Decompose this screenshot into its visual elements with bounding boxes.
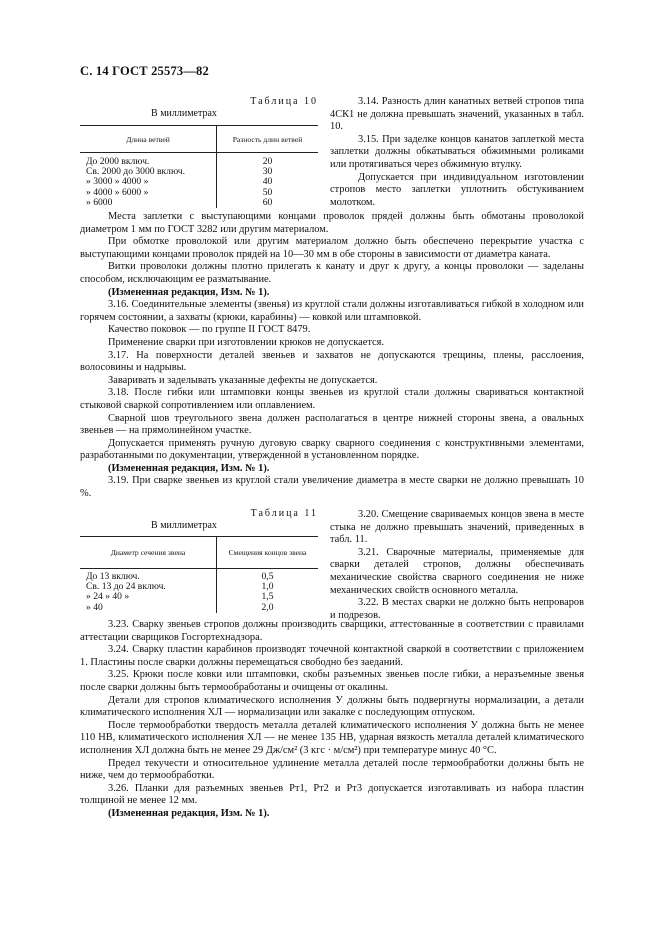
table-cell: » 40 — [86, 601, 103, 613]
table-row — [80, 603, 318, 613]
paragraph-3-17: 3.17. На поверхности деталей звеньев и захватов не допускаются трещины, плены, расслоения, волосовины и надрывы. — [80, 349, 584, 374]
table-cell: » 4000 » 6000 » — [86, 186, 149, 198]
table-cell: 2,0 — [217, 603, 319, 613]
table-cell: 30 — [217, 167, 319, 177]
paragraph: Сварной шов треугольного звена должен располагаться в центре нижней стороны звена, а овальных звеньев — на прямолинейном участке. — [80, 412, 584, 437]
paragraph: Предел текучести и относительное удлинение металла деталей после термообработки должны быть не ниже, чем до термообработки. — [80, 757, 584, 782]
table-cell: 0,5 — [217, 569, 319, 583]
table-11-block — [80, 508, 318, 613]
table-10-col-header-length: Длина ветвей — [80, 126, 217, 153]
middle-text — [80, 211, 584, 501]
table-cell: 1,5 — [217, 592, 319, 602]
table-11-col-header-offset: Смещения концов звена — [217, 537, 319, 569]
amendment-note: (Измененная редакция, Изм. № 1). — [108, 286, 270, 298]
table-cell: Св. 13 до 24 включ. — [86, 581, 166, 593]
paragraph-3-25: 3.25. Крюки после ковки или штамповки, скобы разъемных звеньев после гибки, а неразъемные звенья после сварки должны быть термообработаны и очищены от окалины. — [80, 669, 584, 693]
paragraph: Места заплетки с выступающими концами проволок прядей должны быть обмотаны проволокой диаметром 1 мм по ГОСТ 3282 или другим материалом. — [80, 211, 584, 235]
table-11-unit: В миллиметрах — [151, 520, 217, 531]
paragraph: Детали для стропов климатического исполнения У должны быть подвергнуты нормализации, а детали климатического исполнения ХЛ — нормализации или закалке с последующим отпуском. — [80, 694, 584, 719]
table-cell: 1,0 — [217, 582, 319, 592]
table-cell: » 3000 » 4000 » — [86, 176, 149, 188]
paragraph-3-26: 3.26. Планки для разъемных звеньев Рт1, Рт2 и Рт3 допускается изготавливать из набора пластин толщиной не менее 12 мм. — [80, 782, 584, 807]
paragraph-3-15: 3.15. При заделке концов канатов заплеткой места заплетки должны обкатываться обжимными роликами или протягиваться через обжимную втулку. — [330, 133, 584, 170]
table-10-block — [80, 96, 318, 208]
paragraph-3-21: 3.21. Сварочные материалы, применяемые для сварки деталей стропов, должны обеспечивать механические свойства сварного соединения не ниже механических свойств основного металла. — [330, 546, 584, 596]
paragraph: После термообработки твердость металла деталей климатического исполнения У должна быть не менее 110 НВ, климатического исполнения ХЛ — не менее 135 НВ, ударная вязкость металла деталей климатического исполнения ХЛ должна быть не менее 29 Дж/см² (3 кгс · м/см²) при температуре минус 40 °С. — [80, 719, 584, 756]
paragraph: При обмотке проволокой или другим материалом должно быть обеспечено перекрытие участка с выступающими концами проволок прядей на 10—30 мм в обе стороны в зависимости от диаметра каната. — [80, 236, 584, 260]
paragraph: Заваривать и заделывать указанные дефекты не допускается. — [108, 374, 378, 386]
table-cell: До 2000 включ. — [86, 156, 150, 167]
table-10-caption: Таблица 10 — [250, 96, 318, 107]
table-row — [80, 569, 318, 583]
bottom-text — [80, 619, 584, 821]
paragraph-3-14: 3.14. Разность длин канатных ветвей стропов типа 4СК1 не должна превышать значений, указанных в табл. 10. — [330, 96, 584, 133]
table-cell: 20 — [217, 153, 319, 168]
paragraph-3-18: 3.18. После гибки или штамповки концы звеньев из круглой стали должны свариваться контактной стыковой сваркой сопротивлением или оплавлением. — [80, 387, 584, 411]
paragraph-3-20: 3.20. Смещение свариваемых концов звена в месте стыка не должно превышать значений, приведенных в табл. 11. — [330, 509, 584, 546]
table-10-unit: В миллиметрах — [151, 108, 217, 119]
paragraph: Допускается применять ручную дуговую сварку сварного соединения с конструктивными элементами, разработанными по документации, утвержденной в установленном порядке. — [80, 437, 584, 462]
amendment-note: (Измененная редакция, Изм. № 1). — [108, 807, 270, 819]
table-11 — [80, 536, 318, 613]
paragraph-3-16: 3.16. Соединительные элементы (звенья) из круглой стали должны изготавливаться гибкой в холодном или горячем состоянии, а захваты (крюки, карабины) — ковкой или штамповкой. — [80, 299, 584, 323]
table-row — [80, 592, 318, 602]
table-row — [80, 188, 318, 198]
paragraph-hammering: Допускается при индивидуальном изготовлении стропов место заплетки уплотнить обстукиванием молотком. — [330, 171, 584, 208]
table-cell: Св. 2000 до 3000 включ. — [86, 166, 185, 178]
table-cell: До 13 включ. — [86, 571, 140, 582]
paragraph: Применение сварки при изготовлении крюков не допускается. — [108, 336, 385, 348]
paragraph-3-24: 3.24. Сварку пластин карабинов производят точечной контактной сваркой в соответствии с приложением 1. Пластины после сварки должны перемещаться свободно без заеданий. — [80, 644, 584, 668]
table-cell: 50 — [217, 188, 319, 198]
table-row — [80, 153, 318, 168]
table-11-col-header-diameter: Диаметр сечения звена — [80, 537, 217, 569]
paragraph: Качество поковок — по группе II ГОСТ 8479. — [108, 324, 311, 336]
table-11-caption: Таблица 11 — [250, 508, 318, 519]
amendment-note: (Измененная редакция, Изм. № 1). — [108, 462, 270, 474]
paragraph-3-19: 3.19. При сварке звеньев из круглой стали увеличение диаметра в месте сварки не должно превышать 10 %. — [80, 475, 584, 500]
table-10 — [80, 125, 318, 208]
right-column-bottom — [330, 509, 584, 622]
paragraph-3-23: 3.23. Сварку звеньев стропов должны производить сварщики, аттестованные в соответствии с правилами аттестации сварщиков Госгортехнадзора. — [80, 619, 584, 643]
paragraph-3-22: 3.22. В местах сварки не должно быть непроваров и подрезов. — [330, 597, 584, 621]
right-column-top — [330, 96, 584, 209]
table-cell: » 24 » 40 » — [86, 591, 130, 603]
table-cell: 60 — [217, 198, 319, 208]
table-cell: 40 — [217, 177, 319, 187]
table-cell: » 6000 — [86, 196, 113, 208]
page-header: С. 14 ГОСТ 25573—82 — [80, 64, 209, 78]
paragraph: Витки проволоки должны плотно прилегать к канату и друг к другу, а концы проволоки — заделаны способом, исключающим ее разматывание. — [80, 261, 584, 285]
table-row — [80, 198, 318, 208]
table-10-col-header-difference: Разность длин ветвей — [217, 126, 319, 153]
